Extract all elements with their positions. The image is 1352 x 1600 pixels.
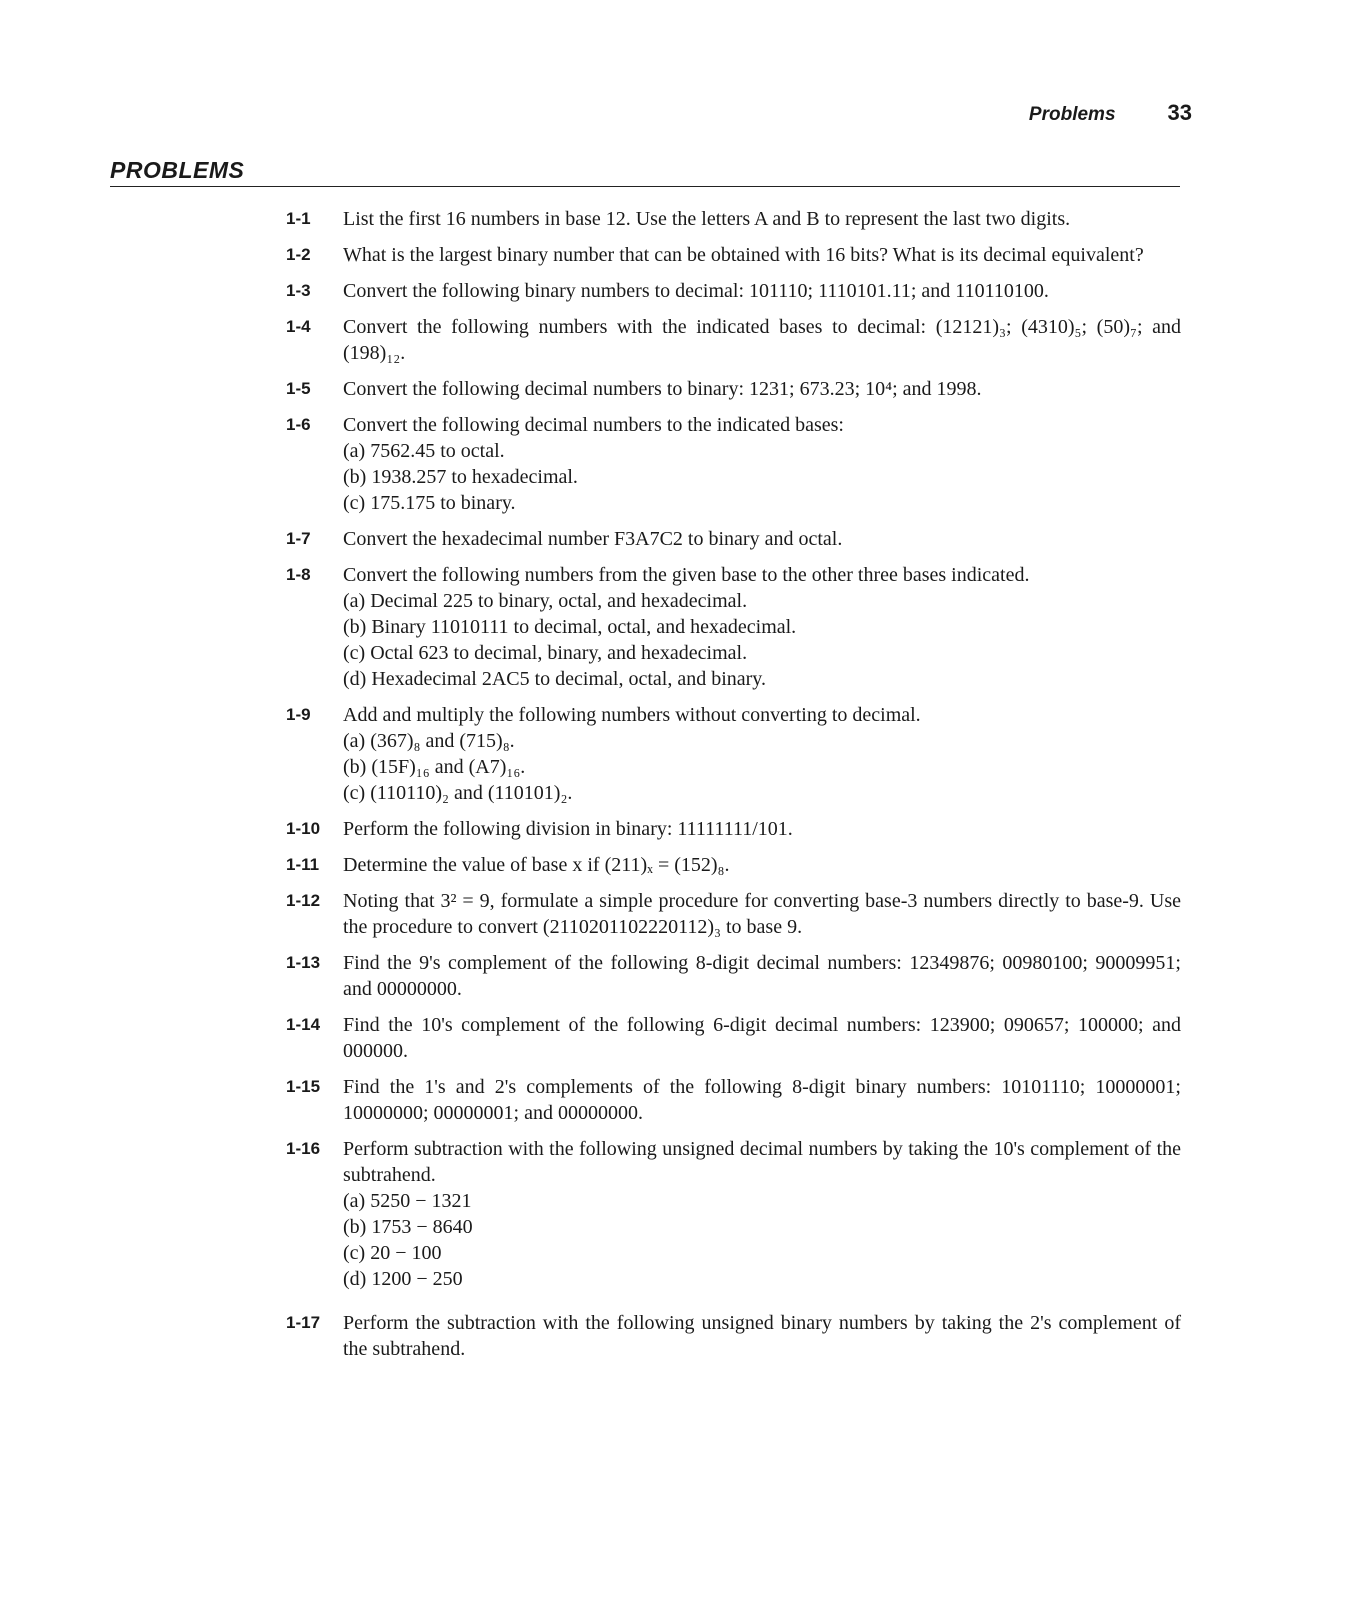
problem-number: 1-5: [286, 379, 311, 398]
problem-1-13: [286, 950, 1181, 1002]
problem-number: 1-13: [286, 953, 321, 972]
problem-subitem: (a) 5250 − 1321: [343, 1190, 472, 1212]
problem-1-14: [286, 1012, 1181, 1064]
running-head: [1029, 100, 1192, 126]
problem-number: 1-10: [286, 819, 321, 838]
problem-subitem: (b) Binary 11010111 to decimal, octal, and hexadecimal.: [343, 616, 797, 638]
problem-1-2: [286, 242, 1181, 268]
problem-body: [343, 816, 1181, 842]
problem-body: [343, 412, 1181, 516]
problem-body: [343, 702, 1181, 806]
problem-body: [343, 526, 1181, 552]
problem-1-5: [286, 376, 1181, 402]
problem-body: [343, 314, 1181, 366]
problem-text: Convert the following binary numbers to decimal: 101110; 1110101.11; and 110110100.: [343, 280, 1049, 302]
problem-subitem: (c) 20 − 100: [343, 1242, 442, 1264]
problem-body: [343, 1136, 1181, 1292]
problem-number: 1-12: [286, 891, 321, 910]
problem-1-1: [286, 206, 1181, 232]
problem-body: [343, 278, 1181, 304]
problem-subitem: (d) 1200 − 250: [343, 1268, 463, 1290]
problem-number: 1-7: [286, 529, 311, 548]
problem-subitem: (c) Octal 623 to decimal, binary, and hexadecimal.: [343, 642, 748, 664]
problem-number: 1-6: [286, 415, 311, 434]
problem-text: Perform the subtraction with the following unsigned binary numbers by taking the 2's complement of the subtrahend.: [343, 1312, 1181, 1360]
problem-1-6: [286, 412, 1181, 516]
problem-subitem: (b) 1938.257 to hexadecimal.: [343, 466, 578, 488]
problem-number: 1-14: [286, 1015, 321, 1034]
problem-body: [343, 242, 1181, 268]
problem-body: [343, 1012, 1181, 1064]
problem-1-4: [286, 314, 1181, 366]
problem-subitem: (c) 175.175 to binary.: [343, 492, 516, 514]
problem-body: [343, 950, 1181, 1002]
problem-number: 1-2: [286, 245, 311, 264]
problem-text: Noting that 3² = 9, formulate a simple procedure for converting base-3 numbers directly to base-9. Use the procedure to convert (2110201102220112)₃ to base 9.: [343, 890, 1181, 938]
problem-number: 1-15: [286, 1077, 321, 1096]
problem-subitem: (d) Hexadecimal 2AC5 to decimal, octal, and binary.: [343, 668, 766, 690]
problem-body: [343, 376, 1181, 402]
problem-text: List the first 16 numbers in base 12. Use the letters A and B to represent the last two digits.: [343, 208, 1071, 230]
problem-text: Convert the following numbers with the indicated bases to decimal: (12121)₃; (4310)₅; (50)₇; and (198)₁₂.: [343, 316, 1181, 364]
problem-number: 1-11: [286, 855, 320, 874]
problem-text: Perform subtraction with the following unsigned decimal numbers by taking the 10's complement of the subtrahend.: [343, 1138, 1181, 1186]
problem-1-12: [286, 888, 1181, 940]
problem-1-17: [286, 1310, 1181, 1362]
problem-1-11: [286, 852, 1181, 878]
problem-text: Convert the following decimal numbers to binary: 1231; 673.23; 10⁴; and 1998.: [343, 378, 982, 400]
problem-text: What is the largest binary number that can be obtained with 16 bits? What is its decimal equivalent?: [343, 244, 1144, 266]
problem-1-15: [286, 1074, 1181, 1126]
problem-1-8: [286, 562, 1181, 692]
problem-number: 1-9: [286, 705, 311, 724]
problem-text: Perform the following division in binary: 11111111/101.: [343, 818, 793, 840]
problem-1-16: [286, 1136, 1181, 1292]
problem-subitem: (a) Decimal 225 to binary, octal, and hexadecimal.: [343, 590, 748, 612]
problem-number: 1-4: [286, 317, 311, 336]
problem-text: Convert the hexadecimal number F3A7C2 to binary and octal.: [343, 528, 843, 550]
problem-body: [343, 562, 1181, 692]
problem-1-9: [286, 702, 1181, 806]
problem-text: Add and multiply the following numbers without converting to decimal.: [343, 704, 921, 726]
problem-body: [343, 206, 1181, 232]
problem-1-7: [286, 526, 1181, 552]
problem-text: Find the 1's and 2's complements of the following 8-digit binary numbers: 10101110; 10000001; 10000000; 00000001; and 00000000.: [343, 1076, 1181, 1124]
problem-number: 1-1: [286, 209, 311, 228]
page-number: 33: [1167, 100, 1192, 125]
problem-subitem: (c) (110110)₂ and (110101)₂.: [343, 782, 573, 804]
problem-text: Find the 10's complement of the following 6-digit decimal numbers: 123900; 090657; 100000; and 000000.: [343, 1014, 1181, 1062]
section-title: PROBLEMS: [110, 157, 245, 183]
problem-subitem: (b) 1753 − 8640: [343, 1216, 473, 1238]
problem-body: [343, 852, 1181, 878]
problem-subitem: (a) (367)₈ and (715)₈.: [343, 730, 515, 752]
problem-subitem: (b) (15F)₁₆ and (A7)₁₆.: [343, 756, 526, 778]
problem-body: [343, 1310, 1181, 1362]
problem-number: 1-16: [286, 1139, 321, 1158]
problem-number: 1-17: [286, 1313, 321, 1332]
running-head-title: Problems: [1028, 104, 1116, 125]
problem-number: 1-8: [286, 565, 311, 584]
problem-number: 1-3: [286, 281, 311, 300]
problem-1-10: [286, 816, 1181, 842]
problem-text: Find the 9's complement of the following 8-digit decimal numbers: 12349876; 00980100; 90009951; and 00000000.: [343, 952, 1181, 1000]
problem-text: Convert the following decimal numbers to the indicated bases:: [343, 414, 844, 436]
problem-text: Convert the following numbers from the given base to the other three bases indicated.: [343, 564, 1030, 586]
problem-list: [286, 206, 1181, 1372]
problem-body: [343, 888, 1181, 940]
section-rule: [110, 186, 1180, 187]
problem-subitem: (a) 7562.45 to octal.: [343, 440, 505, 462]
problem-body: [343, 1074, 1181, 1126]
problem-1-3: [286, 278, 1181, 304]
problem-text: Determine the value of base x if (211)ₓ = (152)₈.: [343, 854, 730, 876]
